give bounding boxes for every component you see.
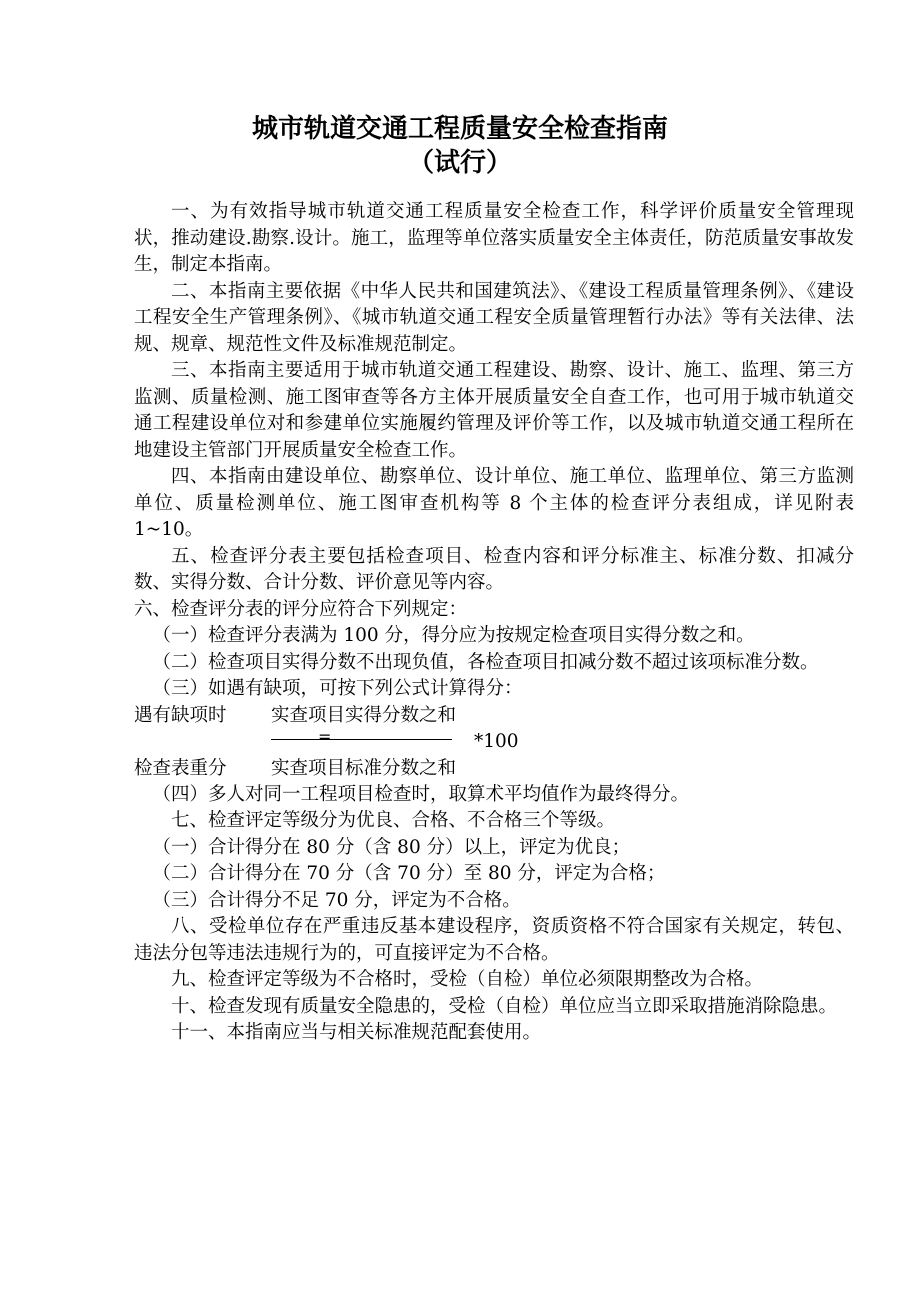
rule-item-1: （一）检查评分表满为 100 分，得分应为按规定检查项目实得分数之和。	[152, 625, 755, 646]
paragraph-2: 二、本指南主要依据《中华人民共和国建筑法》、《建设工程质量管理条例》、《建设工程安全生产管理条例》、《城市轨道交通工程安全质量管理暂行办法》等有关法律、法规、规章、规范性文件及标准规范制定。	[134, 280, 854, 355]
formula-equals: =	[318, 726, 332, 746]
paragraph-5: 五、检查评分表主要包括检查项目、检查内容和评分标准主、标准分数、扣减分数、实得分数、合计分数、评价意见等内容。	[134, 545, 854, 593]
paragraph-3: 三、本指南主要适用于城市轨道交通工程建设、勘察、设计、施工、监理、第三方监测、质量检测、施工图审查等各方主体开展质量安全自查工作，也可用于城市轨道交通工程建设单位对和参建单位实施履约管理及评价等工作，以及城市轨道交通工程所在地建设主管部门开展质量安全检查工作。	[134, 360, 854, 461]
grade-item-2: （二）合计得分在 70 分（含 70 分）至 80 分，评定为合格；	[152, 863, 666, 884]
paragraph-7: 七、检查评定等级分为优良、合格、不合格三个等级。	[171, 810, 616, 831]
fraction-bar	[271, 739, 452, 740]
paragraph-4: 四、本指南由建设单位、勘察单位、设计单位、施工单位、监理单位、第三方监测单位、质量检测单位、施工图审查机构等 8 个主体的检查评分表组成，详见附表 1~10。	[134, 466, 854, 540]
paragraph-10: 十、检查发现有质量安全隐患的，受检（自检）单位应当立即采取措施消除隐患。	[171, 995, 838, 1017]
paragraph-9: 九、检查评定等级为不合格时，受检（自检）单位必须限期整改为合格。	[171, 969, 764, 990]
rule-item-2: （二）检查项目实得分数不出现负值，各检查项目扣减分数不超过该项标准分数。	[152, 651, 819, 673]
formula-numerator: 实查项目实得分数之和	[271, 704, 457, 726]
formula-left-top: 遇有缺项时	[134, 704, 227, 726]
paragraph-11: 十一、本指南应当与相关标准规范配套使用。	[171, 1022, 542, 1043]
document-title: 城市轨道交通工程质量安全检查指南	[251, 114, 668, 144]
document-body	[134, 199, 854, 1047]
paragraph-8: 八、受检单位存在严重违反基本建设程序，资质资格不符合国家有关规定，转包、违法分包等违法违规行为的，可直接评定为不合格。	[134, 916, 854, 964]
formula-multiplier: *100	[474, 730, 519, 752]
rule-item-4: （四）多人对同一工程项目检查时，取算术平均值作为最终得分。	[152, 783, 690, 805]
grade-item-3: （三）合计得分不足 70 分，评定为不合格。	[152, 889, 521, 911]
document-subtitle: （试行）	[407, 148, 512, 178]
formula-denominator: 实查项目标准分数之和	[271, 757, 457, 779]
grade-item-1: （一）合计得分在 80 分（含 80 分）以上，评定为优良；	[152, 836, 631, 858]
rule-item-3: （三）如遇有缺项，可按下列公式计算得分：	[152, 678, 523, 699]
formula-left-bottom: 检查表重分	[134, 757, 227, 779]
paragraph-6: 六、检查评分表的评分应符合下列规定：	[134, 598, 468, 620]
paragraph-1: 一、为有效指导城市轨道交通工程质量安全检查工作，科学评价质量安全管理现状，推动建设.勘察.设计。施工，监理等单位落实质量安全主体责任，防范质量安事故发生，制定本指南。	[134, 201, 854, 275]
score-formula	[134, 703, 854, 782]
